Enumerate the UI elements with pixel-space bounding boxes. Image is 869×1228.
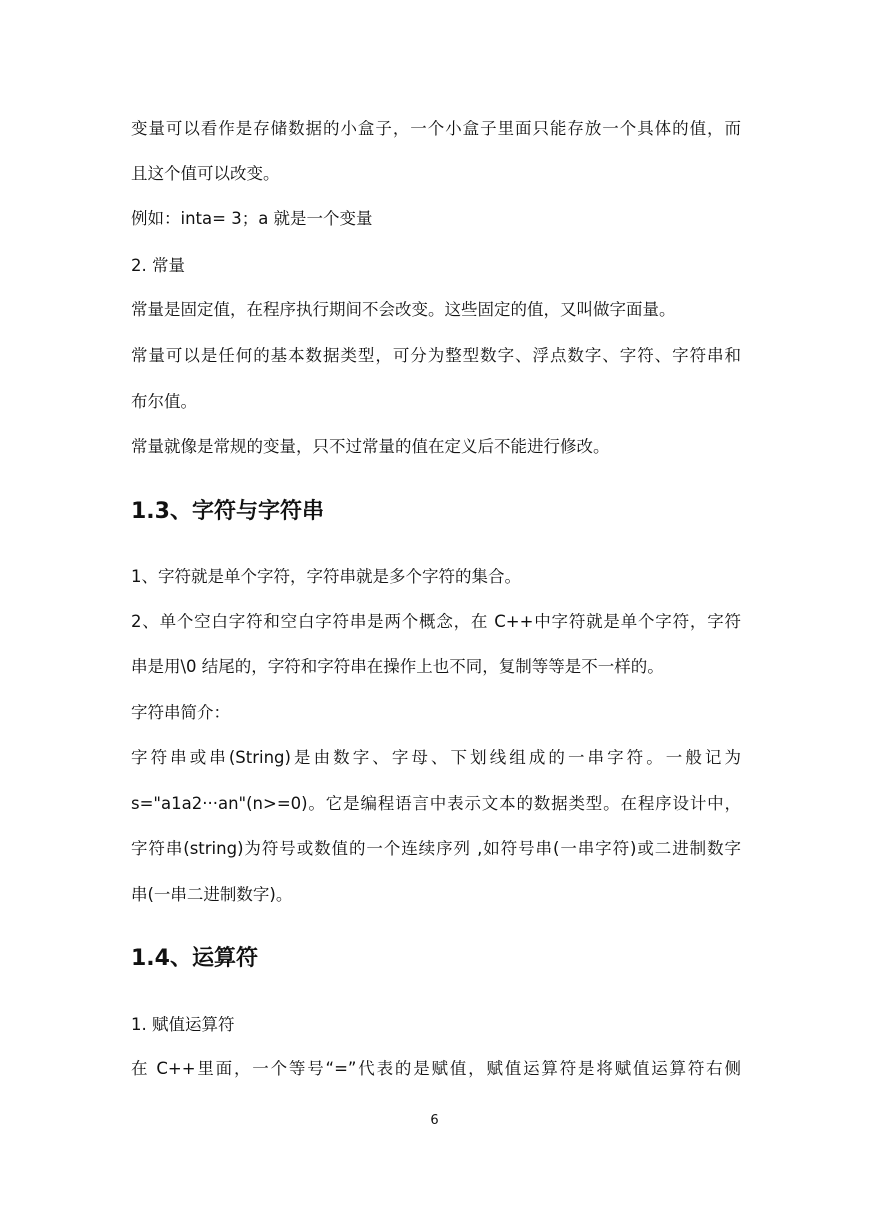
paragraph-assignment-operator-line-1: 在 C++里面，一个等号“=”代表的是赋值，赋值运算符是将赋值运算符右侧 bbox=[131, 1059, 741, 1078]
paragraph-char-string-1: 1、字符就是单个字符，字符串就是多个字符的集合。 bbox=[131, 567, 521, 586]
paragraph-constant-note: 常量就像是常规的变量，只不过常量的值在定义后不能进行修改。 bbox=[131, 437, 610, 456]
paragraph-string-definition-line-1: 字符串或串(String)是由数字、字母、下划线组成的一串字符。一般记为 bbox=[131, 748, 741, 767]
paragraph-constant-types-line-2: 布尔值。 bbox=[131, 392, 197, 411]
label-string-intro: 字符串简介： bbox=[131, 703, 230, 722]
page-number: 6 bbox=[430, 1113, 439, 1128]
subheading-constant: 2. 常量 bbox=[131, 256, 185, 275]
paragraph-constant-types-line-1: 常量可以是任何的基本数据类型，可分为整型数字、浮点数字、字符、字符串和 bbox=[131, 346, 741, 365]
paragraph-constant-definition: 常量是固定值，在程序执行期间不会改变。这些固定的值，又叫做字面量。 bbox=[131, 300, 676, 319]
paragraph-variable-line-1: 变量可以看作是存储数据的小盒子，一个小盒子里面只能存放一个具体的值，而 bbox=[131, 119, 741, 138]
paragraph-variable-line-2: 且这个值可以改变。 bbox=[131, 164, 280, 183]
subheading-assignment-operator: 1. 赋值运算符 bbox=[131, 1015, 235, 1034]
paragraph-char-string-2-line-1: 2、单个空白字符和空白字符串是两个概念，在 C++中字符就是单个字符，字符 bbox=[131, 612, 741, 631]
section-heading-1-4: 1.4、运算符 bbox=[131, 946, 258, 971]
paragraph-string-definition-line-2: s="a1a2···an"(n>=0)。它是编程语言中表示文本的数据类型。在程序设计中， bbox=[131, 794, 741, 813]
section-heading-1-3: 1.3、字符与字符串 bbox=[131, 499, 324, 524]
paragraph-char-string-2-line-2: 串是用\0 结尾的，字符和字符串在操作上也不同，复制等等是不一样的。 bbox=[131, 657, 664, 676]
paragraph-string-definition-line-3: 字符串(string)为符号或数值的一个连续序列 ,如符号串(一串字符)或二进制数字 bbox=[131, 839, 741, 858]
paragraph-example: 例如：inta= 3；a 就是一个变量 bbox=[131, 209, 373, 228]
paragraph-string-definition-line-4: 串(一串二进制数字)。 bbox=[131, 885, 293, 904]
